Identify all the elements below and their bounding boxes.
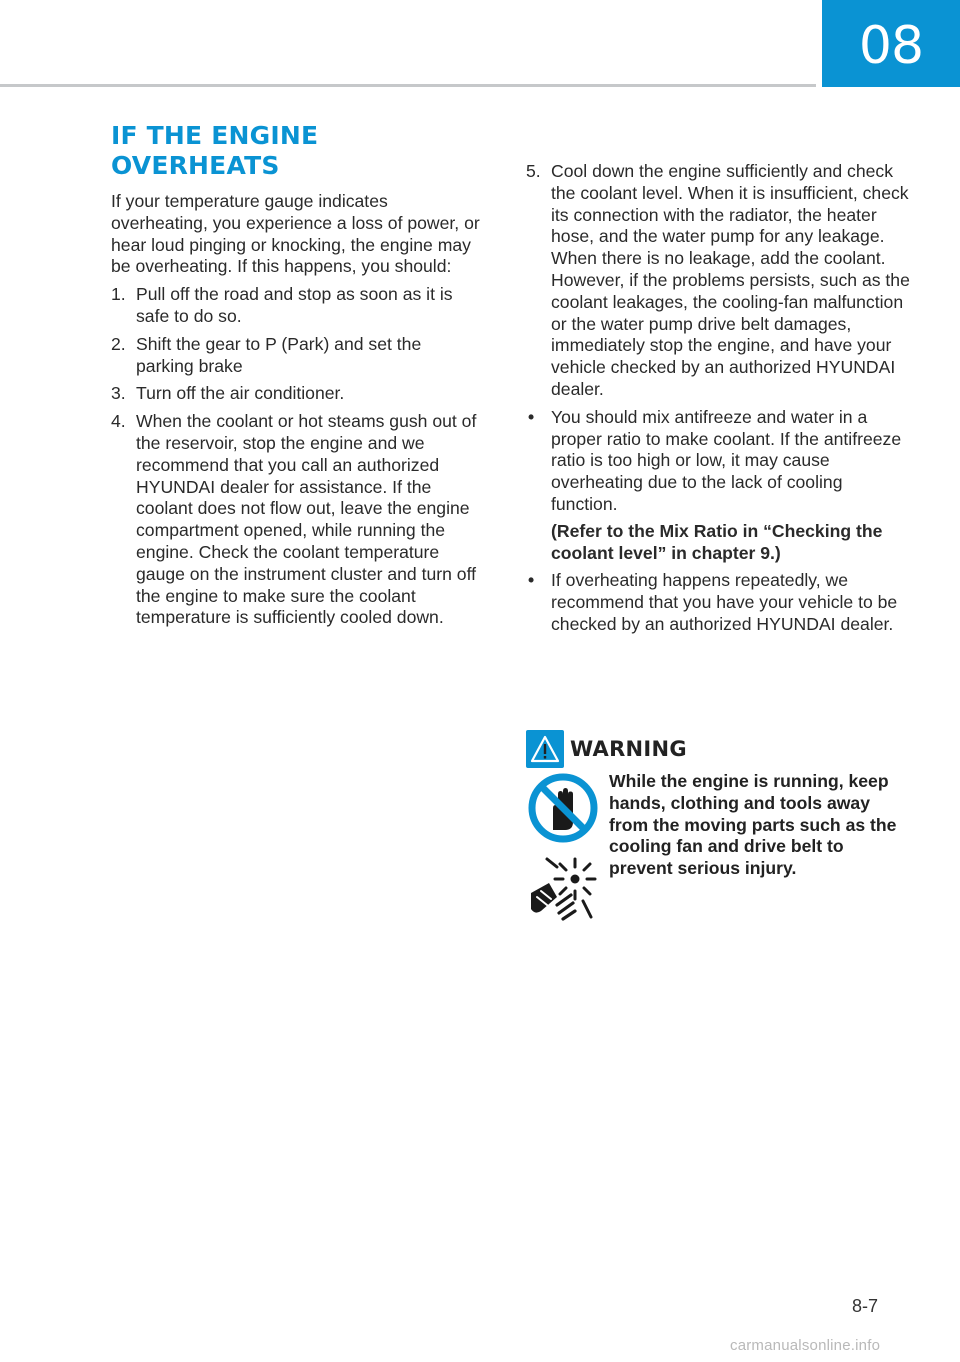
- step-item: [111, 411, 483, 629]
- step-text: When the coolant or hot steams gush out of the reservoir, stop the engine and we recommend that you call an authorized HYUNDAI dealer for assistance. If the coolant does not flow out, leave the engine compartment opened, while running the engine. Check the coolant temperature gauge on the instrument cluster and turn off the engine to make sure the coolant temperature is sufficiently cooled down.: [136, 411, 477, 628]
- bullet-mark: •: [528, 406, 535, 427]
- warning-triangle-icon: [526, 730, 564, 768]
- bullet-item: [526, 407, 910, 565]
- step-text: Pull off the road and stop as soon as it is safe to do so.: [136, 284, 453, 326]
- right-column: [526, 161, 910, 642]
- step-number: 2.: [111, 333, 126, 354]
- left-column: [111, 121, 483, 635]
- step-number: 5.: [526, 161, 541, 181]
- watermark: carmanualsonline.info: [730, 1337, 881, 1354]
- chapter-tab: [822, 0, 960, 87]
- bullet-note: (Refer to the Mix Ratio in “Checking the coolant level” in chapter 9.): [551, 520, 883, 563]
- section-title: IF THE ENGINE OVERHEATS: [111, 121, 319, 180]
- step-item: [111, 383, 483, 405]
- step-number: 3.: [111, 383, 126, 404]
- warning-text: While the engine is running, keep hands, clothing and tools away from the moving parts such as the cooling fan and drive belt to prevent serious injury.: [609, 771, 897, 879]
- fan-entanglement-icon: [527, 853, 599, 925]
- step-text: Shift the gear to P (Park) and set the parking brake: [136, 333, 422, 376]
- bullet-mark: •: [528, 570, 535, 591]
- step-text: Turn off the air conditioner.: [136, 383, 345, 404]
- step-item: [526, 161, 910, 401]
- step-text: Cool down the engine sufficiently and check the coolant level. When it is insufficient, check its connection with the radiator, the heater hose, and the water pump for any leakage. When there is no leakage, add the coolant. However, if the problems persists, such as the coolant leakages, the cooling-fan malfunction or the water pump drive belt damages, immediately stop the engine, and have your vehicle checked by an authorized HYUNDAI dealer.: [551, 161, 910, 399]
- chapter-number: 08: [858, 15, 924, 76]
- step-item: [111, 284, 483, 328]
- page-number: 8-7: [852, 1296, 879, 1316]
- no-hands-icon: [527, 772, 599, 844]
- warning-header: [526, 730, 687, 768]
- bullet-text: If overheating happens repeatedly, we recommend that you have your vehicle to be checked by an authorized HYUNDAI dealer.: [551, 570, 898, 634]
- intro-paragraph: If your temperature gauge indicates overheating, you experience a loss of power, or hear loud pinging or knocking, the engine may be overheating. If this happens, you should:: [111, 191, 480, 277]
- step-number: 4.: [111, 411, 126, 432]
- steps-list: [111, 284, 483, 629]
- bullet-item: [526, 570, 910, 635]
- step-item: [111, 334, 483, 378]
- step-number: 1.: [111, 284, 126, 305]
- warning-pictograms: [527, 772, 601, 930]
- header-rule: [0, 84, 816, 87]
- bullet-text: You should mix antifreeze and water in a proper ratio to make coolant. If the antifreeze ratio is too high or low, it may cause overheating due to the lack of cooling function.: [551, 406, 902, 514]
- warning-title: WARNING: [570, 737, 687, 761]
